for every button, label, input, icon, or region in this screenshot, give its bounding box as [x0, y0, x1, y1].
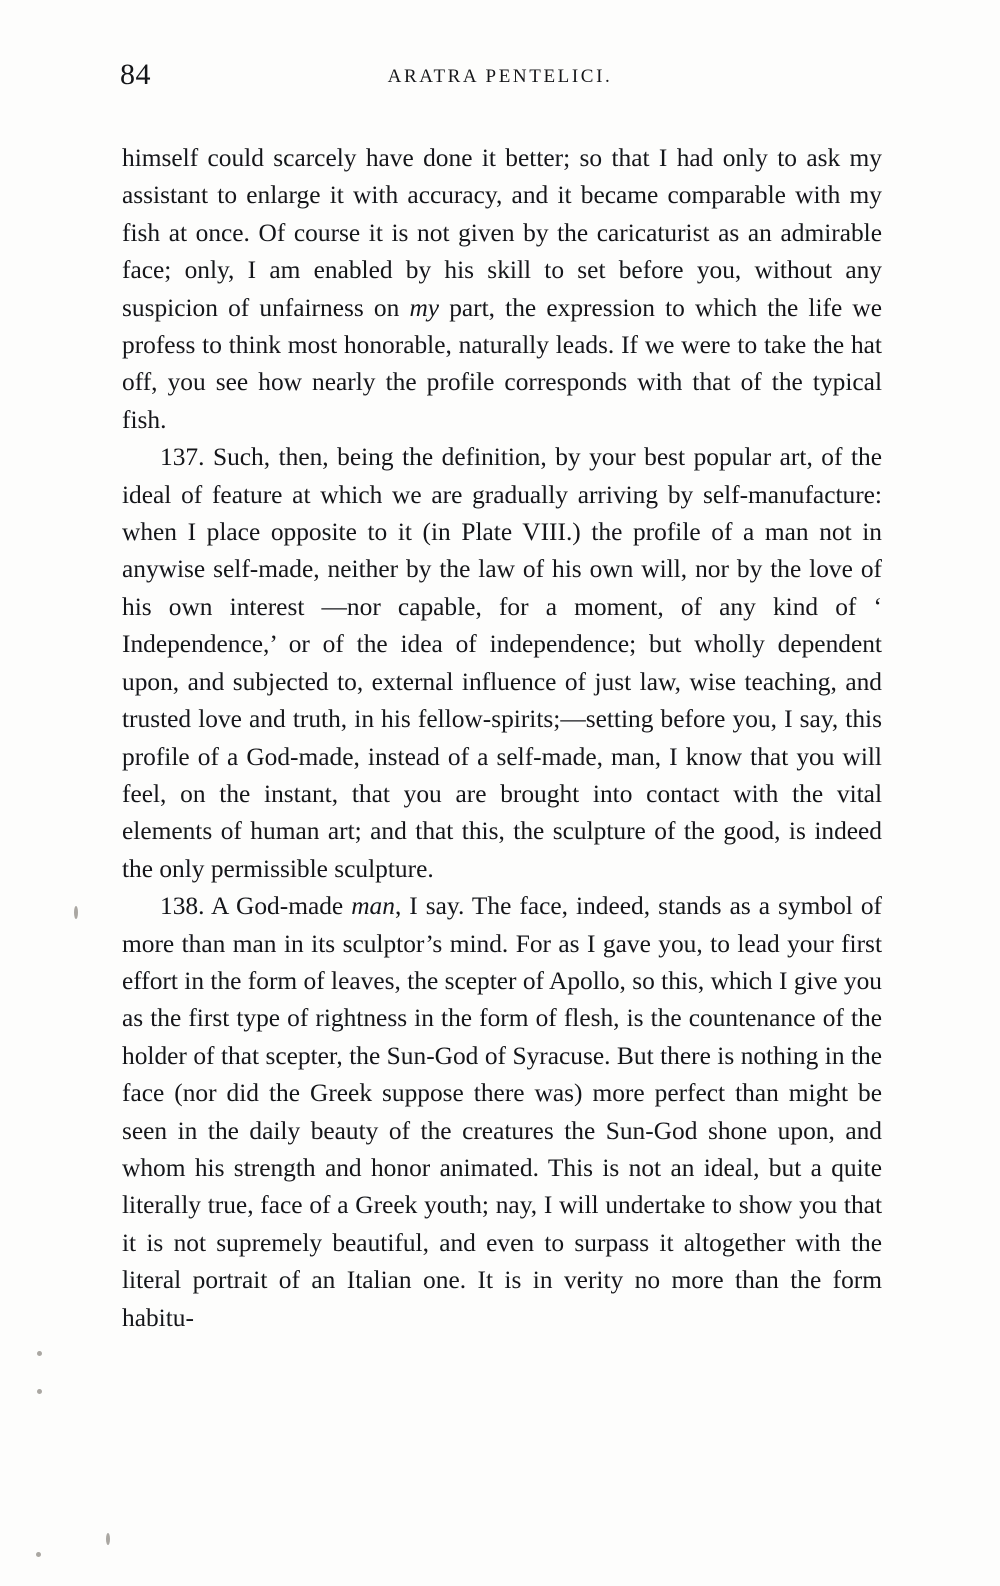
running-head: ARATRA PENTELICI.	[387, 66, 613, 87]
paper-speck	[36, 1552, 41, 1557]
paragraph	[122, 439, 882, 888]
page-header	[120, 58, 880, 98]
emphasis-text: my	[409, 293, 440, 322]
text-run: 138. A God-made	[160, 892, 352, 921]
paper-speck	[74, 906, 78, 919]
paper-speck	[37, 1389, 42, 1394]
emphasis-text: man	[351, 892, 395, 921]
page-number: 84	[120, 58, 151, 91]
text-run: himself could scarcely have done it better; so that I had only to ask my assistant to enlarge it with accuracy, and it became comparable with my fish at once. Of course it is not given by the caricaturist as an admirable face; only, I am enabled by his skill to set before you, without any suspicion of unfairness on	[122, 144, 882, 322]
paragraph	[122, 140, 882, 439]
body-text	[122, 140, 882, 1337]
paper-speck	[37, 1351, 42, 1356]
text-run: , I say. The face, indeed, stands as a symbol of more than man in its sculptor’s mind. For as I gave you, to lead your first effort in the form of leaves, the scepter of Apollo, so this, which I give you as the first type of rightness in the form of flesh, is the countenance of the holder of that scepter, the Sun-God of Syracuse. But there is nothing in the face (nor did the Greek suppose there was) more perfect than might be seen in the daily beauty of the creatures the Sun-God shone upon, and whom his strength and honor animated. This is not an ideal, but a quite literally true, face of a Greek youth; nay, I will undertake to show you that it is not supremely beautiful, and even to surpass it altogether with the literal portrait of an Italian one. It is in verity no more than the form habitu-	[122, 892, 882, 1332]
text-run: 137. Such, then, being the definition, by your best popular art, of the ideal of feature at which we are gradually arriving by self-manufacture: when I place opposite to it (in Plate VIII.) the profile of a man not in anywise self-made, neither by the law of his own will, nor by the love of his own interest —nor capable, for a moment, of any kind of ‘ Independence,’ or of the idea of independence; but wholly dependent upon, and subjected to, external influence of just law, wise teaching, and trusted love and truth, in his fellow-spirits;—setting before you, I say, this profile of a God-made, instead of a self-made, man, I know that you will feel, on the instant, that you are brought into contact with the vital elements of human art; and that this, the sculpture of the good, is indeed the only permissible sculpture.	[122, 443, 882, 883]
paper-speck	[106, 1533, 110, 1545]
text-run: part, the expression to which the life we profess to think most honorable, naturally leads. If we were to take the hat off, you see how nearly the profile corresponds with that of the typical fish.	[122, 293, 882, 434]
paragraph	[122, 888, 882, 1337]
